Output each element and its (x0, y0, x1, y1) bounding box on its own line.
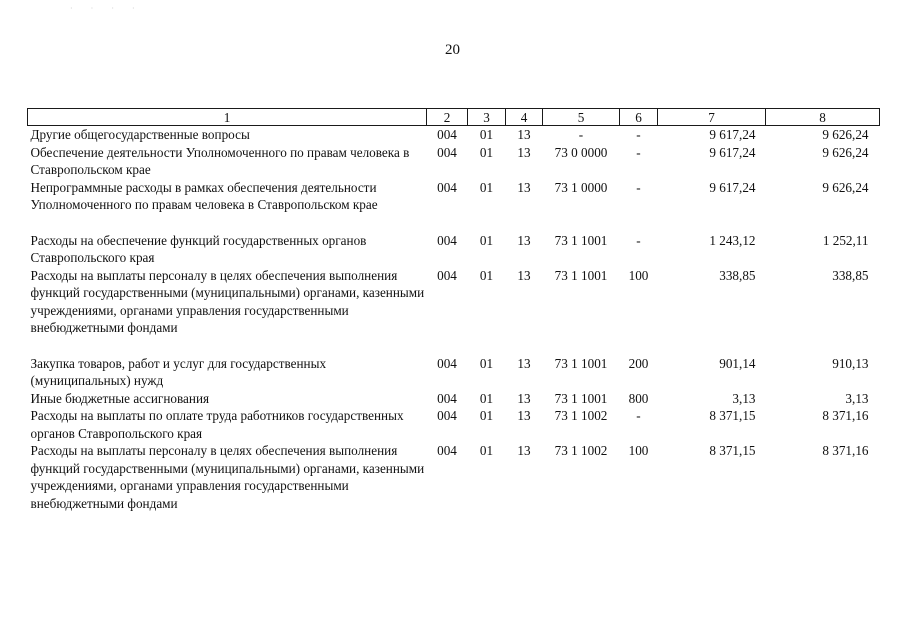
table-row (28, 232, 880, 267)
target-article-code: 73 1 1001 (554, 355, 608, 371)
table-row (28, 407, 880, 442)
column-header-8: 8 (766, 109, 880, 126)
section-code: 01 (479, 408, 494, 423)
ministry-code: 004 (437, 179, 457, 195)
expense-name: Расходы на обеспечение функций государственных органов Ставропольского края (30, 232, 367, 265)
expense-type-code: 200 (628, 355, 649, 371)
expense-type-code: - (636, 179, 641, 195)
subsection-code: 13 (517, 179, 531, 195)
subsection-code: 13 (517, 408, 531, 423)
section-code: 01 (479, 179, 494, 195)
subsection-code: 13 (517, 232, 531, 248)
expense-type-code: - (636, 408, 641, 423)
scan-marks: · · · · (70, 4, 143, 13)
ministry-code: 004 (437, 267, 457, 283)
section-code: 01 (479, 127, 494, 142)
target-article-code: 73 1 1001 (554, 267, 608, 283)
expense-type-code: - (636, 232, 641, 248)
expense-name: Закупка товаров, работ и услуг для государственных (муниципальных) нужд (30, 355, 327, 388)
expense-name: Другие общегосударственные вопросы (30, 127, 250, 142)
amount-col-8: 9 626,24 (822, 144, 869, 160)
amount-col-7: 901,14 (719, 355, 756, 371)
amount-col-8: 9 626,24 (822, 179, 869, 195)
target-article-code: 73 1 1002 (554, 408, 608, 423)
amount-col-7: 1 243,12 (709, 232, 756, 248)
expense-name: Расходы на выплаты персоналу в целях обеспечения выполнения функций государственными (муниципальными) органами, казенными учреждениями, органами управления государственными внебюджетными фондами (30, 443, 425, 511)
amount-col-7: 8 371,15 (709, 443, 756, 458)
budget-table (27, 108, 880, 512)
target-article-code: 73 1 1001 (554, 232, 608, 248)
column-header-1: 1 (28, 109, 427, 126)
section-code: 01 (479, 144, 494, 160)
subsection-code: 13 (517, 127, 531, 142)
expense-type-code: - (636, 127, 641, 142)
section-code: 01 (479, 443, 494, 458)
table-row (28, 126, 880, 144)
ministry-code: 004 (437, 390, 457, 406)
table-row (28, 144, 880, 179)
table-row (28, 390, 880, 408)
amount-col-7: 3,13 (732, 390, 756, 406)
ministry-code: 004 (437, 127, 457, 142)
page-number: 20 (445, 42, 460, 58)
subsection-code: 13 (517, 390, 531, 406)
expense-name: Иные бюджетные ассигнования (30, 390, 210, 406)
section-code: 01 (479, 355, 494, 371)
column-header-3: 3 (468, 109, 506, 126)
amount-col-8: 3,13 (845, 390, 869, 406)
table-row (28, 442, 880, 512)
ministry-code: 004 (437, 443, 457, 458)
amount-col-8: 8 371,16 (822, 443, 869, 458)
subsection-code: 13 (517, 267, 531, 283)
column-header-2: 2 (427, 109, 468, 126)
ministry-code: 004 (437, 355, 457, 371)
section-code: 01 (479, 232, 494, 248)
table-row (28, 355, 880, 390)
column-header-5: 5 (543, 109, 620, 126)
header-row (28, 109, 880, 126)
expense-type-code: 100 (628, 267, 649, 283)
expense-name: Непрограммные расходы в рамках обеспечения деятельности Уполномоченного по правам человека в Ставропольском крае (30, 179, 378, 212)
ministry-code: 004 (437, 144, 457, 160)
table-header (28, 109, 880, 126)
ministry-code: 004 (437, 232, 457, 248)
amount-col-8: 338,85 (832, 267, 869, 283)
expense-type-code: - (636, 144, 641, 160)
amount-col-8: 8 371,16 (822, 408, 869, 423)
ministry-code: 004 (437, 408, 457, 423)
amount-col-7: 9 617,24 (709, 179, 756, 195)
section-code: 01 (479, 390, 494, 406)
table-row (28, 267, 880, 355)
target-article-code: 73 1 0000 (554, 179, 608, 195)
column-header-7: 7 (658, 109, 766, 126)
target-article-code: 73 1 1001 (554, 390, 608, 406)
expense-name: Расходы на выплаты персоналу в целях обеспечения выполнения функций государственными (муниципальными) органами, казенными учреждениями, органами управления государственными внебюджетными фондами (30, 267, 425, 335)
amount-col-7: 338,85 (719, 267, 756, 283)
expense-type-code: 100 (628, 443, 649, 458)
expense-type-code: 800 (628, 390, 649, 406)
target-article-code: - (578, 127, 584, 142)
amount-col-8: 1 252,11 (822, 232, 869, 248)
amount-col-7: 8 371,15 (709, 408, 756, 423)
table-row (28, 179, 880, 232)
subsection-code: 13 (517, 443, 531, 458)
column-header-4: 4 (506, 109, 543, 126)
subsection-code: 13 (517, 355, 531, 371)
amount-col-8: 910,13 (832, 355, 869, 371)
expense-name: Обеспечение деятельности Уполномоченного по правам человека в Ставропольском крае (30, 144, 410, 177)
table-body (28, 126, 880, 513)
amount-col-7: 9 617,24 (709, 127, 756, 142)
column-header-6: 6 (620, 109, 658, 126)
subsection-code: 13 (517, 144, 531, 160)
expense-name: Расходы на выплаты по оплате труда работников государственных органов Ставропольского края (30, 408, 404, 441)
section-code: 01 (479, 267, 494, 283)
amount-col-8: 9 626,24 (822, 127, 869, 142)
target-article-code: 73 0 0000 (554, 144, 608, 160)
target-article-code: 73 1 1002 (554, 443, 608, 458)
amount-col-7: 9 617,24 (709, 144, 756, 160)
